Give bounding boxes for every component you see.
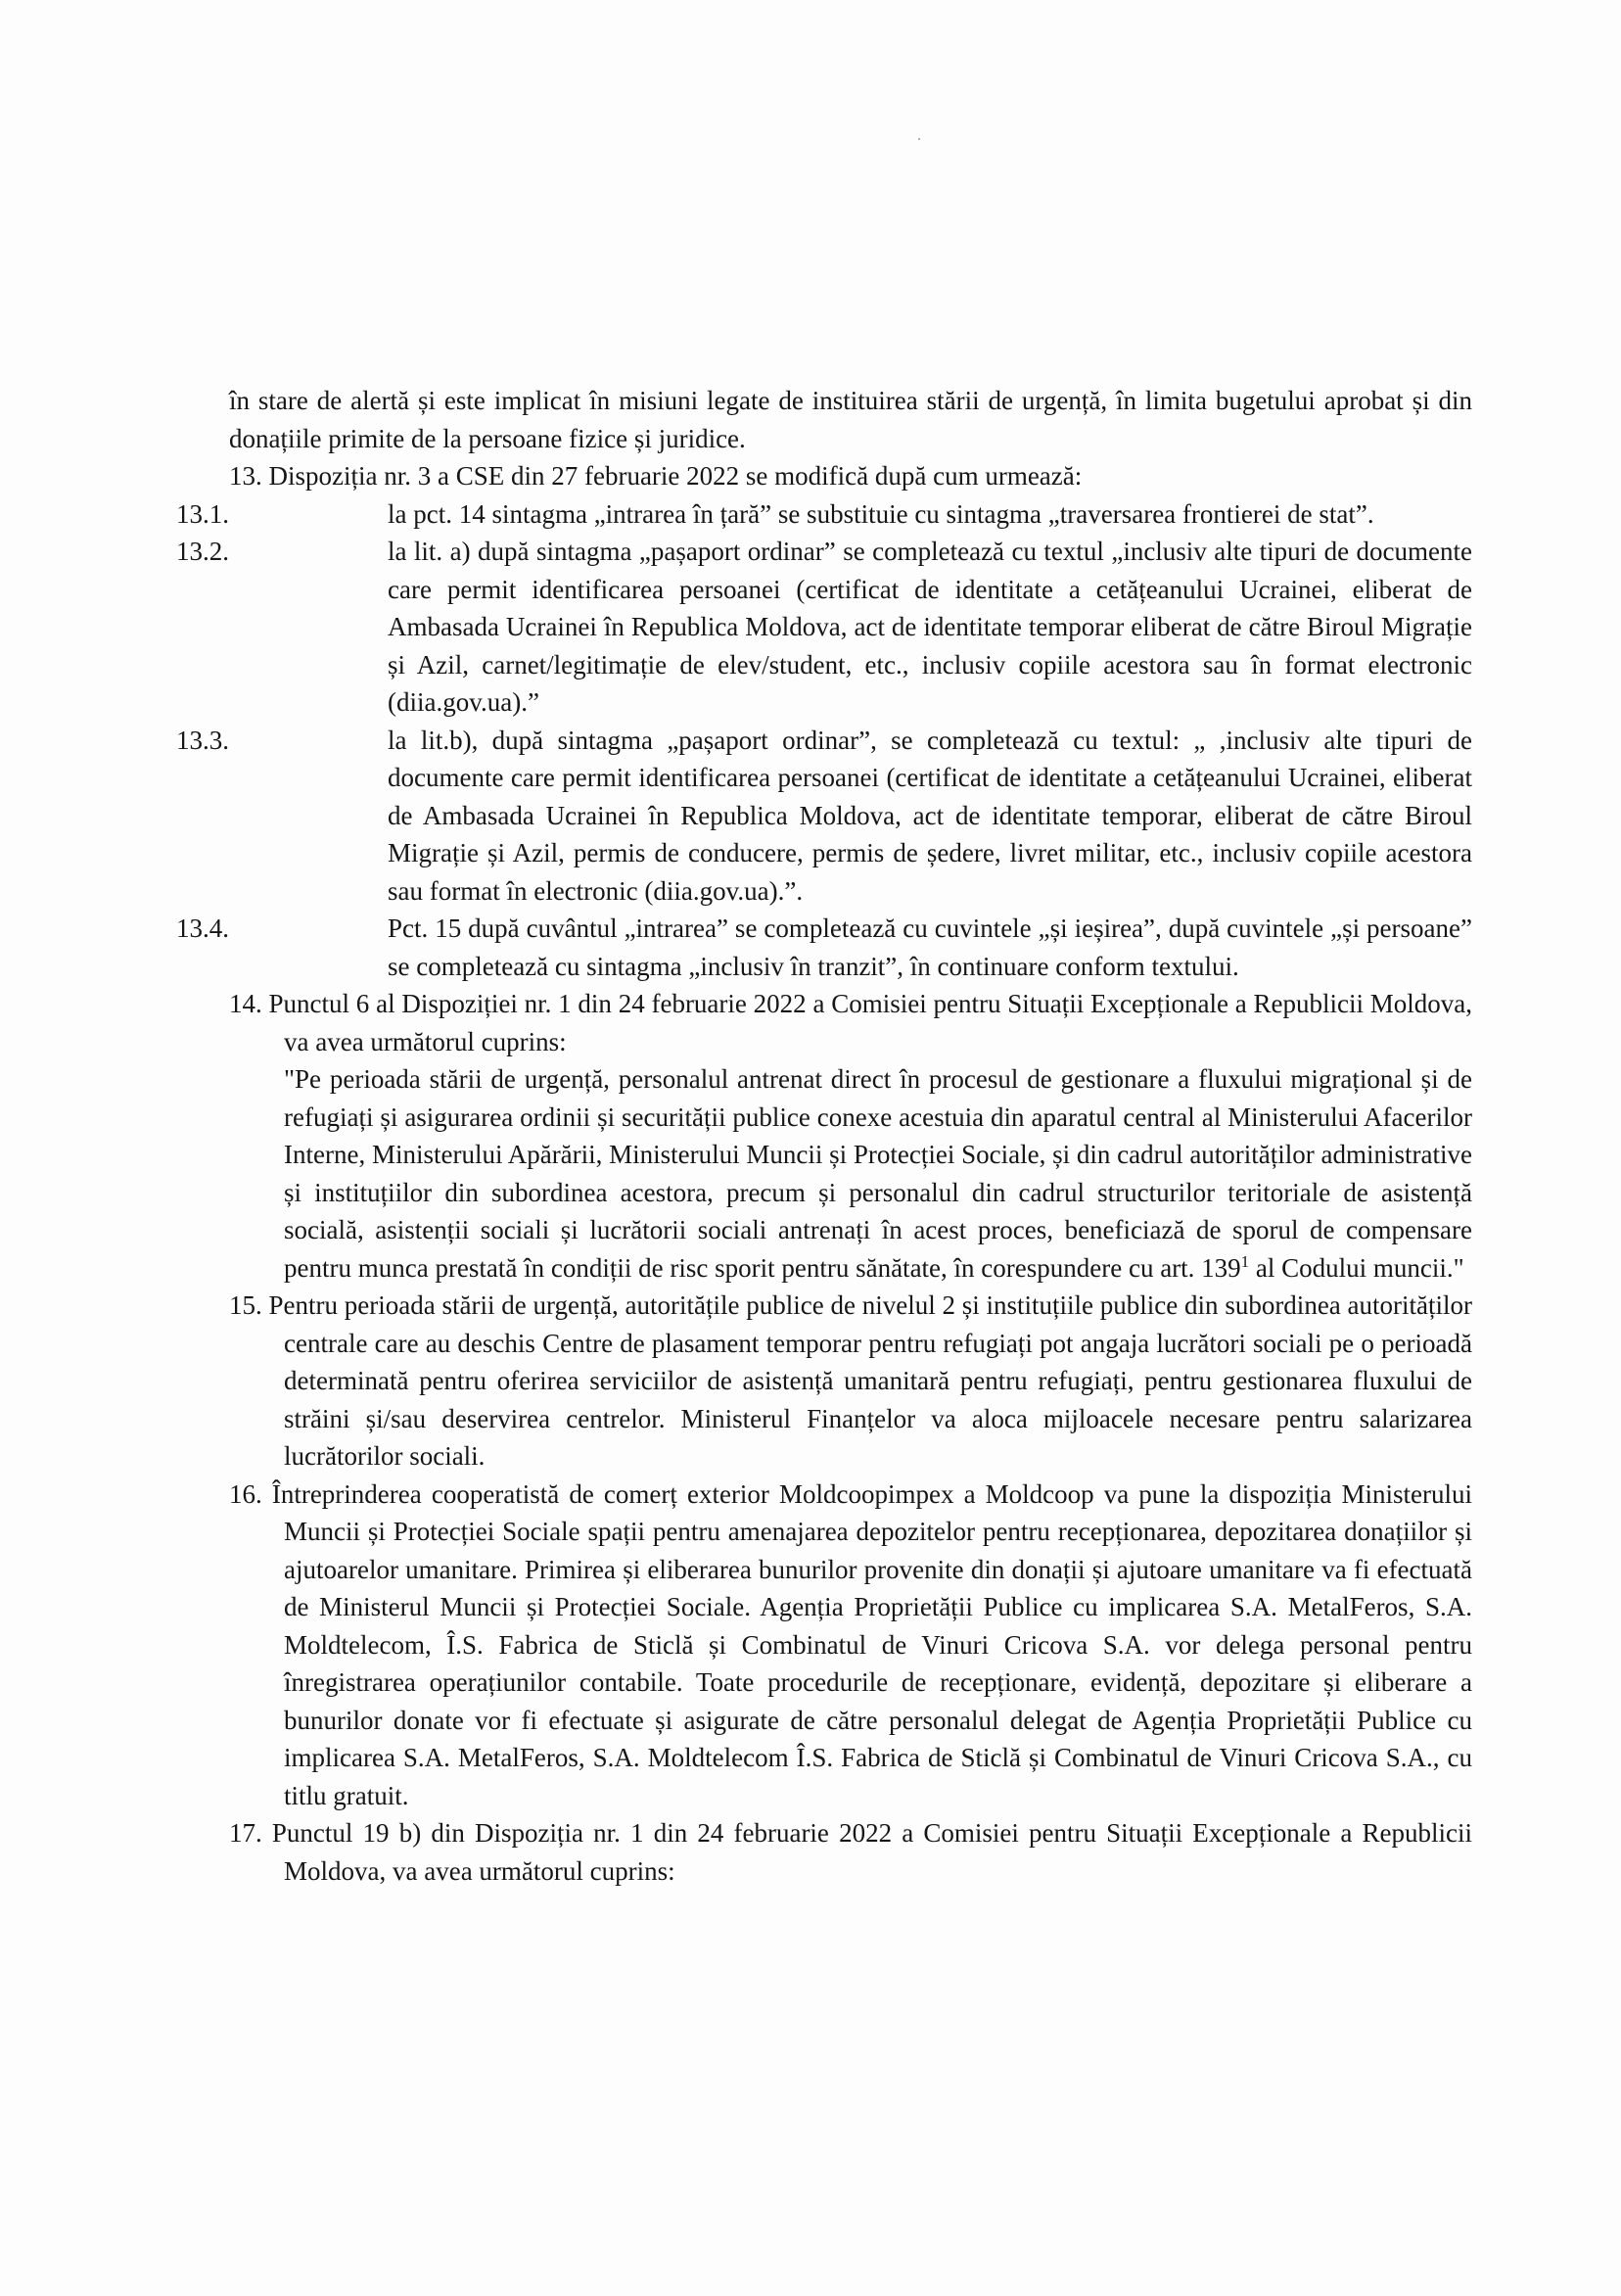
subitem-13-1-number: 13.1. <box>176 498 229 529</box>
subitem-13-4-text: Pct. 15 după cuvântul „intrarea” se completează cu cuvintele „și ieșirea”, după cuvintele „și persoane” se completează cu sintagma „inclusiv în tranzit”, în continuare conform textului. <box>388 914 1472 981</box>
document-body <box>176 382 1473 1890</box>
subitem-13-4 <box>176 910 1472 985</box>
subitem-13-1 <box>176 495 1472 534</box>
subitem-13-3-number: 13.3. <box>176 725 229 755</box>
subitem-13-3 <box>176 722 1472 911</box>
item-17 <box>229 1814 1472 1890</box>
item-15-number: 15. <box>229 1290 262 1320</box>
subitem-13-3-text: la lit.b), după sintagma „pașaport ordinar”, se completează cu textul: „ ,inclusiv alte tipuri de documente care permit identificarea persoanei (certificat de identitate a cetățeanului Ucrainei, eliberat de Ambasada Ucrainei în Republica Moldova, act de identitate temporar, eliberat de către Biroul Migrație și Azil, permis de conducere, permis de ședere, livret militar, etc., inclusiv copiile acestora sau format în electronic (diia.gov.ua).”. <box>388 725 1472 906</box>
item-14-text: Punctul 6 al Dispoziției nr. 1 din 24 februarie 2022 a Comisiei pentru Situații Excepționale a Republicii Moldova, va avea următorul cuprins: <box>268 989 1473 1056</box>
item-16-text: Întreprinderea cooperatistă de comerț exterior Moldcoopimpex a Moldcoop va pune la dispoziția Ministerului Muncii și Protecției Sociale spații pentru amenajarea depozitelor pentru recepționarea, depozitarea donațiilor și ajutoarelor umanitare. Primirea și eliberarea bunurilor provenite din donații și ajutoare umanitare va fi efectuată de Ministerul Muncii și Protecției Sociale. Agenția Proprietății Publice cu implicarea S.A. MetalFeros, S.A. Moldtelecom, Î.S. Fabrica de Sticlă și Combinatul de Vinuri Cricova S.A. vor delega personal pentru înregistrarea operațiunilor contabile. Toate procedurile de recepționare, evidență, depozitare și eliberare a bunurilor donate vor fi efectuate și asigurate de către personalul delegat de Agenția Proprietății Publice cu implicarea S.A. MetalFeros, S.A. Moldtelecom Î.S. Fabrica de Sticlă și Combinatul de Vinuri Cricova S.A., cu titlu gratuit. <box>271 1478 1472 1810</box>
subitem-13-2-number: 13.2. <box>176 537 229 566</box>
item-15-text: Pentru perioada stării de urgență, autoritățile publice de nivelul 2 și instituțiile publice din subordinea autorităților centrale care au deschis Centre de plasament temporar pentru refugiați pot angaja lucrători sociali pe o perioadă determinată pentru oferirea serviciilor de asistență umanitară pentru refugiați, pentru gestionarea fluxului de străini și/sau deservirea centrelor. Ministerul Finanțelor va aloca mijloacele necesare pentru salarizarea lucrătorilor sociali. <box>268 1290 1473 1471</box>
subitem-13-2 <box>176 533 1472 722</box>
item-17-number: 17. <box>229 1818 262 1848</box>
scan-speck <box>918 138 920 140</box>
item-14-quote-superscript: 1 <box>1240 1251 1250 1271</box>
subitem-13-4-number: 13.4. <box>176 914 229 943</box>
item-14-quote-ending: al Codului muncii." <box>1249 1252 1464 1283</box>
item-13-number: 13. <box>229 461 262 491</box>
item-14-quote <box>229 1060 1472 1287</box>
subitem-13-1-text: la pct. 14 sintagma „intrarea în țară” se substituie cu sintagma „traversarea frontierei de stat”. <box>388 498 1374 529</box>
continuation-paragraph: în stare de alertă și este implicat în misiuni legate de instituirea stării de urgență, în limita bugetului aprobat și din donațiile primite de la persoane fizice și juridice. <box>229 386 1472 453</box>
item-17-text: Punctul 19 b) din Dispoziția nr. 1 din 24 februarie 2022 a Comisiei pentru Situații Excepționale a Republicii Moldova, va avea următorul cuprins: <box>271 1818 1473 1886</box>
item-14-number: 14. <box>229 989 262 1018</box>
item-14 <box>229 985 1472 1060</box>
item-13 <box>229 457 1472 495</box>
item-15 <box>229 1287 1472 1476</box>
item-14-quote-text: "Pe perioada stării de urgență, personalul antrenat direct în procesul de gestionare a fluxului migrațional și de refugiați și asigurarea ordinii și securității publice conexe acestuia din aparatul central al Ministerului Afacerilor Interne, Ministerului Apărării, Ministerului Muncii și Protecției Sociale, și din cadrul autorităților administrative și instituțiilor din subordinea acestora, precum și personalul din cadrul structurilor teritoriale de asistență socială, asistenții sociali și lucrătorii sociali antrenați în acest proces, beneficiază de sporul de compensare pentru munca prestată în condiții de risc sporit pentru sănătate, în corespundere cu art. 139 <box>284 1064 1472 1283</box>
subitem-13-2-text: la lit. a) după sintagma „pașaport ordinar” se completează cu textul „inclusiv alte tipuri de documente care permit identificarea persoanei (certificat de identitate a cetățeanului Ucrainei, eliberat de Ambasada Ucrainei în Republica Moldova, act de identitate temporar eliberat de către Biroul Migrație și Azil, carnet/legitimație de elev/student, etc., inclusiv copiile acestora sau în format electronic (diia.gov.ua).” <box>388 537 1472 717</box>
item-13-text: Dispoziția nr. 3 a CSE din 27 februarie 2022 se modifică după cum urmează: <box>268 461 1083 491</box>
item-16 <box>229 1476 1472 1815</box>
item-16-number: 16. <box>229 1478 262 1509</box>
